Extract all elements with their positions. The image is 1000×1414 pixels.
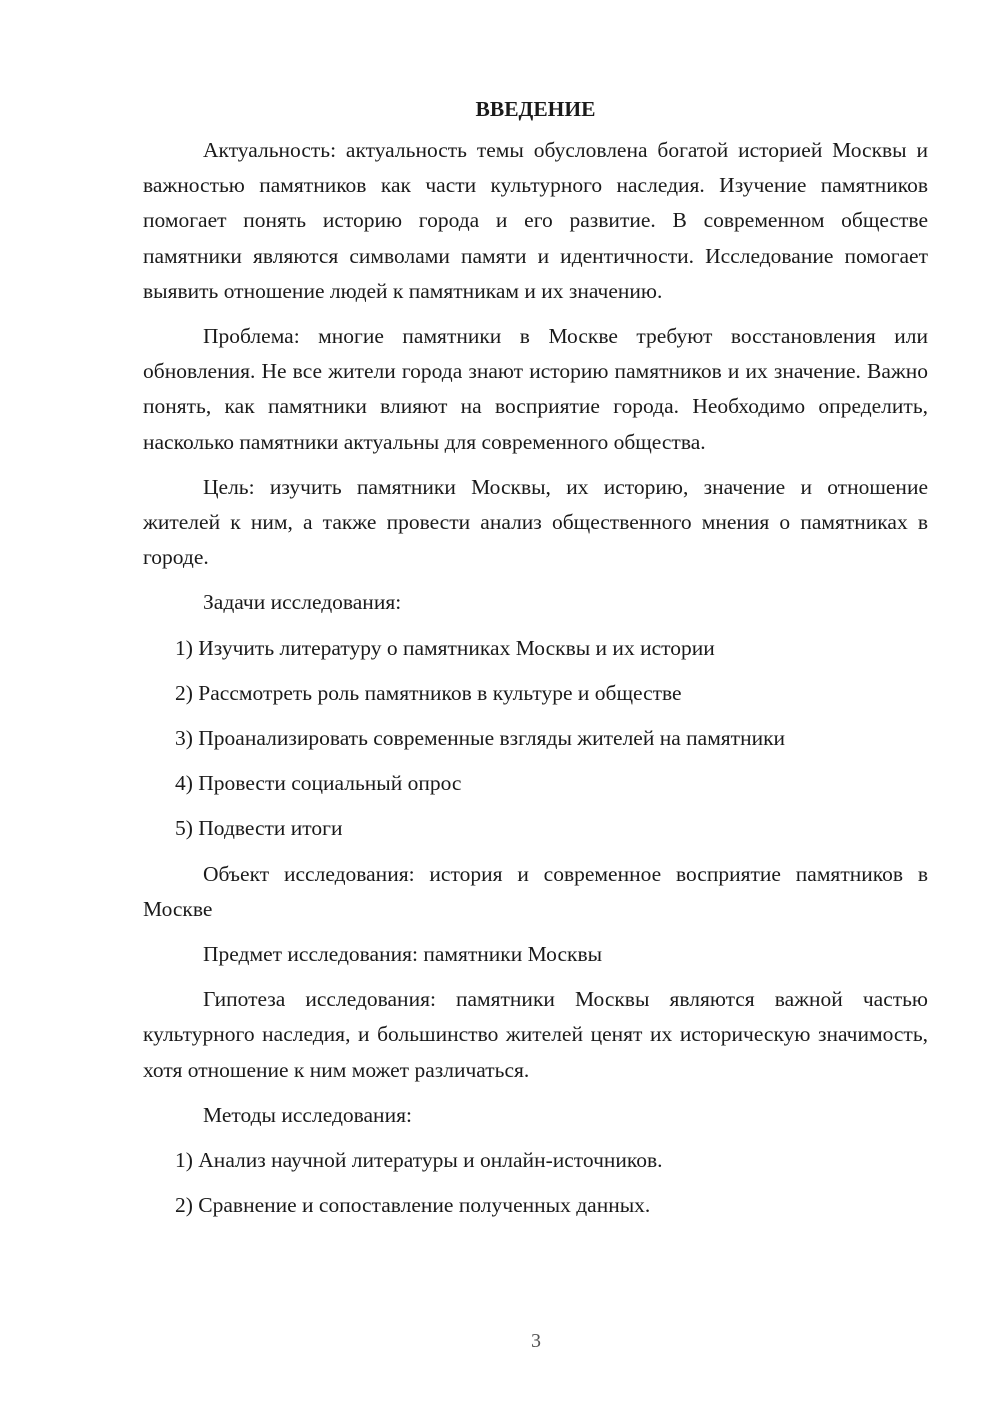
- page-number: 3: [531, 1330, 541, 1352]
- relevance-paragraph: Актуальность: актуальность темы обусловлена богатой историей Москвы и важностью памятников как части культурного наследия. Изучение памятников помогает понять историю города и его развитие. В современном обществе памятники являются символами памяти и идентичности. Исследование помогает выявить отношение людей к памятникам и их значению.: [143, 138, 928, 303]
- task-item-2: 2) Рассмотреть роль памятников в культуре и обществе: [175, 680, 682, 705]
- object-paragraph: Объект исследования: история и современное восприятие памятников в Москве: [143, 861, 928, 921]
- problem-paragraph: Проблема: многие памятники в Москве требуют восстановления или обновления. Не все жители города знают историю памятников и их значение. Важно понять, как памятники влияют на восприятие города. Необходимо определить, насколько памятники актуальны для современного общества.: [143, 324, 928, 454]
- subject-line: Предмет исследования: памятники Москвы: [203, 942, 603, 967]
- method-item-2: 2) Сравнение и сопоставление полученных данных.: [175, 1193, 651, 1218]
- method-item-1: 1) Анализ научной литературы и онлайн-источников.: [175, 1148, 663, 1173]
- hypothesis-paragraph: Гипотеза исследования: памятники Москвы являются важной частью культурного наследия, и большинство жителей ценят их историческую значимость, хотя отношение к ним может различаться.: [143, 987, 928, 1082]
- section-title: ВВЕДЕНИЕ: [475, 97, 596, 121]
- document-page: [143, 92, 928, 1233]
- task-item-5: 5) Подвести итоги: [175, 816, 343, 841]
- tasks-heading: Задачи исследования:: [203, 590, 402, 615]
- methods-heading: Методы исследования:: [203, 1102, 412, 1127]
- task-item-1: 1) Изучить литературу о памятниках Москвы и их истории: [175, 635, 715, 660]
- task-item-4: 4) Провести социальный опрос: [175, 771, 462, 796]
- goal-paragraph: Цель: изучить памятники Москвы, их историю, значение и отношение жителей к ним, а также провести анализ общественного мнения о памятниках в городе.: [143, 474, 928, 570]
- task-item-3: 3) Проанализировать современные взгляды жителей на памятники: [175, 726, 786, 751]
